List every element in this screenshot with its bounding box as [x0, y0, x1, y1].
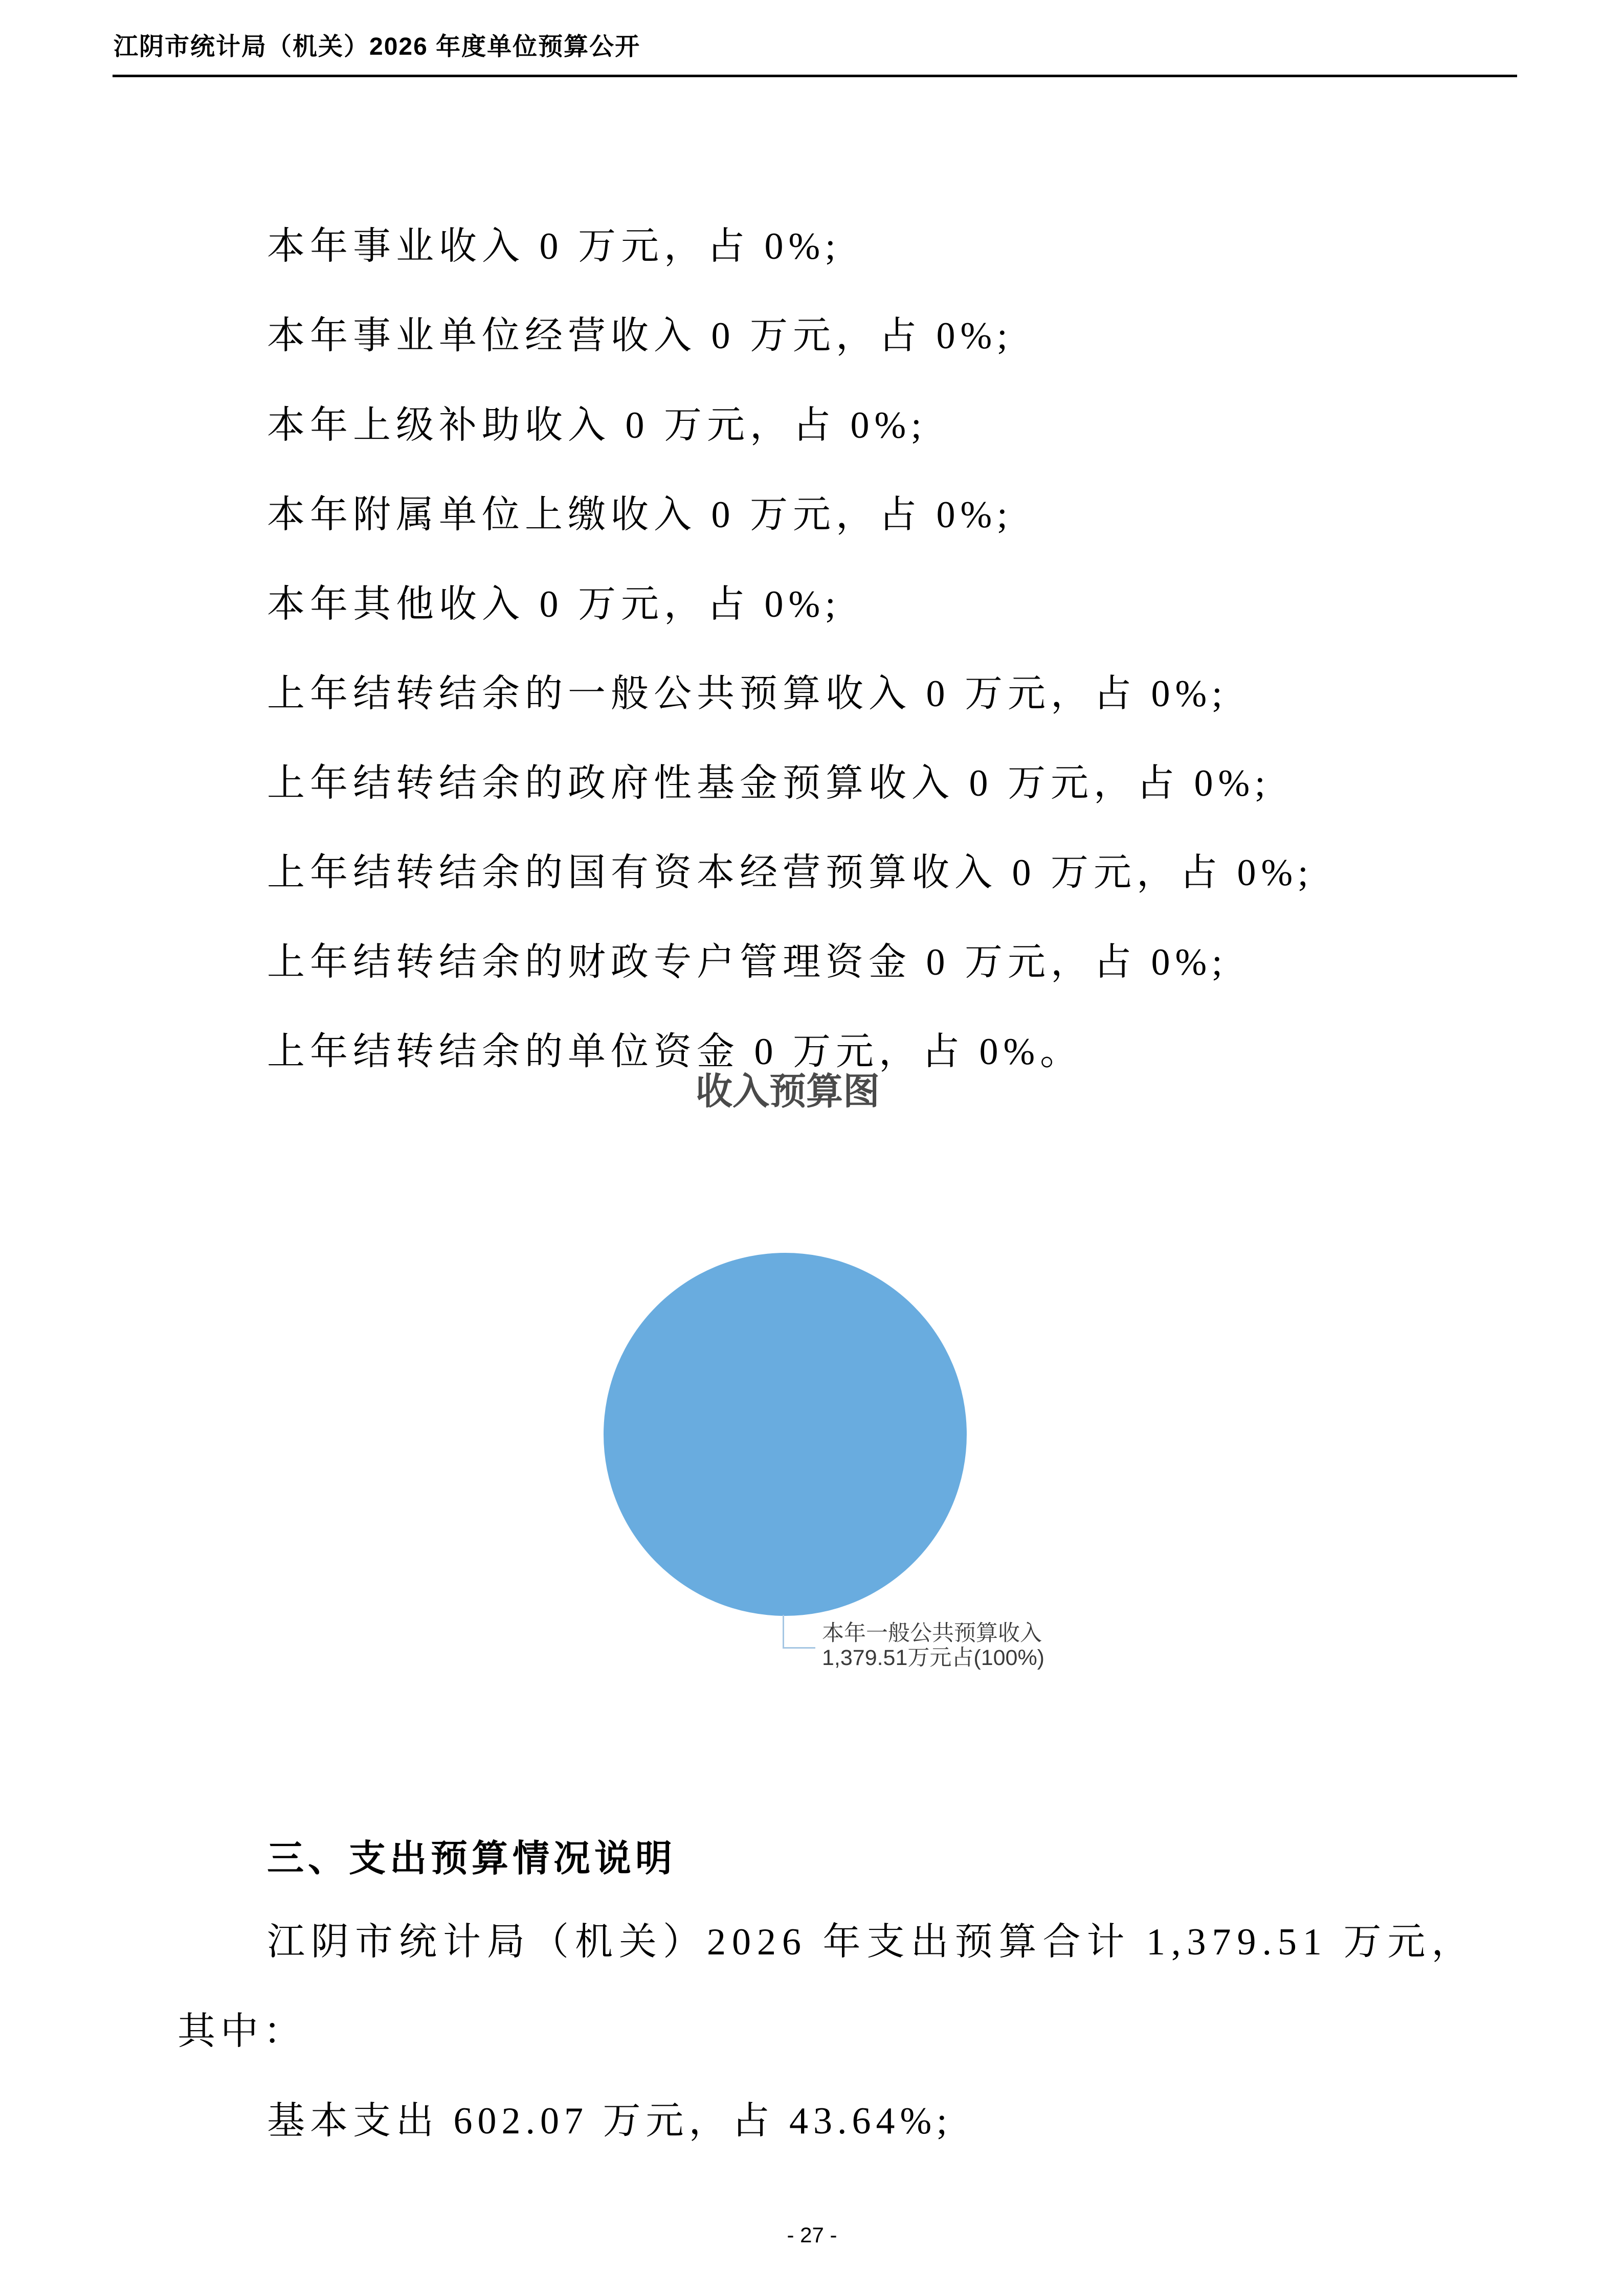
income-line: 本年上级补助收入 0 万元，占 0%; [267, 404, 927, 446]
pie-data-label-line1: 本年一般公共预算收入 [822, 1621, 1042, 1646]
page-number: - 27 - [787, 2223, 837, 2247]
income-line: 上年结转结余的一般公共预算收入 0 万元，占 0%; [267, 673, 1228, 715]
income-line: 上年结转结余的国有资本经营预算收入 0 万元，占 0%; [267, 852, 1314, 894]
pie-label-leader-line-horizontal [783, 1647, 815, 1649]
expenditure-paragraph-line1: 江阴市统计局（机关）2026 年支出预算合计 1,379.51 万元， [267, 1921, 1476, 1963]
pie-label-leader-line-vertical [783, 1615, 784, 1649]
pie-data-label-line2: 1,379.51万元占(100%) [822, 1646, 1044, 1670]
section-heading-expenditure: 三、支出预算情况说明 [267, 1838, 677, 1879]
income-line: 上年结转结余的单位资金 0 万元，占 0%。 [267, 1031, 1083, 1073]
income-line: 上年结转结余的政府性基金预算收入 0 万元，占 0%; [267, 762, 1271, 804]
income-line: 本年事业单位经营收入 0 万元，占 0%; [267, 315, 1013, 357]
basic-expenditure-line: 基本支出 602.07 万元，占 43.64%; [267, 2100, 952, 2142]
header-rule [113, 75, 1517, 77]
pie-slice-general-public-budget-income [604, 1253, 967, 1616]
pie-data-label [822, 1621, 1044, 1670]
income-line: 本年事业收入 0 万元，占 0%; [267, 226, 841, 267]
income-line: 本年附属单位上缴收入 0 万元，占 0%; [267, 494, 1013, 536]
expenditure-paragraph-line2: 其中： [177, 2011, 306, 2053]
income-line: 本年其他收入 0 万元，占 0%; [267, 583, 841, 625]
page-header-title: 江阴市统计局（机关）2026 年度单位预算公开 [114, 33, 641, 60]
chart-title: 收入预算图 [695, 1071, 880, 1112]
income-line: 上年结转结余的财政专户管理资金 0 万元，占 0%; [267, 941, 1228, 983]
